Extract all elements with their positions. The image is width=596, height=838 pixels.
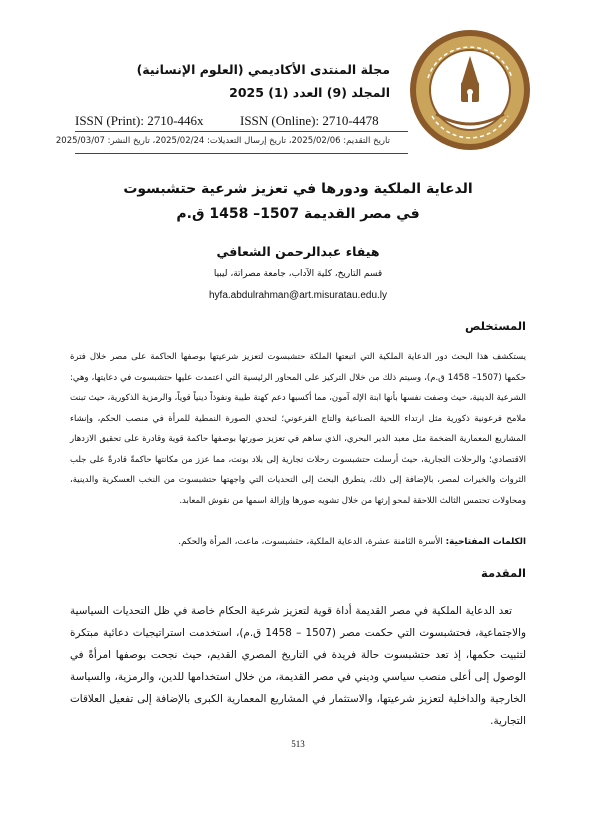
submission-dates: تاريخ التقديم: 2025/02/06، تاريخ إرسال التعديلات: 2025/02/24، تاريخ النشر: 2025/03/07	[55, 136, 390, 146]
issn-online: ISSN (Online): 2710-4478	[240, 113, 379, 128]
author-name: هيفاء عبدالرحمن الشعافي	[216, 244, 380, 259]
volume-issue: المجلد (9) العدد (1) 2025	[229, 85, 390, 100]
author-email[interactable]: hyfa.abdulrahman@art.misuratau.edu.ly	[208, 290, 388, 301]
paper-title-line-1: الدعاية الملكية ودورها في تعزيز شرعية حتشبسوت	[123, 181, 473, 197]
page-number: 513	[291, 739, 305, 749]
header-rule-top	[75, 131, 408, 132]
issn-print: ISSN (Print): 2710-446x	[75, 113, 204, 128]
header-rule-bottom	[75, 153, 408, 154]
introduction-text: تعد الدعاية الملكية في مصر القديمة أداة قوية لتعزيز شرعية الحكام خاصة في ظل التحديات السياسية والاجتماعية، فحتشبسوت التي حكمت مصر (1507 – 1458 ق.م)، استخدمت استراتيجيات دعائية مبتكرة لتثبيت حكمها، إذ تعد حتشبسوت حالة فريدة في التاريخ المصري القديم، حيث نجحت بوصفها امرأةً في الوصول إلى أعلى منصب سياسي وديني في مصر القديمة، من خلال استخدامها للدين، والرمزية، والسياسة الخارجية والداخلية لتعزيز شرعيتها، والاستثمار في المشاريع المعمارية الكبرى بالإضافة إلى تفعيل العلاقات التجارية.	[70, 605, 526, 727]
abstract-heading: المستخلص	[464, 319, 526, 333]
journal-name: مجلة المنتدى الأكاديمي (العلوم الإنسانية)	[136, 62, 390, 77]
author-affiliation: قسم التاريخ، كلية الآداب، جامعة مصراتة، ليبيا	[213, 269, 383, 279]
introduction-heading: المقدمة	[481, 566, 526, 580]
abstract-text: يستكشف هذا البحث دور الدعاية الملكية التي اتبعتها الملكة حتشبسوت لتعزيز شرعيتها بوصفها الحاكمة على مصر خلال فترة حكمها (1507– 1458 ق.م)، وسيتم ذلك من خلال التركيز على المحاور الرئيسية التي اعتمدت عليها حتشبسوت في دعايتها، وهي: الشرعية الدينية، حيث وصفت نفسها بأنها ابنة الإله آمون، مما أكسبها دعم كهنة طيبة ونفوذاً دينياً قوياً، والرمزية الذكورية، حيث تبنت ملامح فرعونية ذكورية مثل ارتداء اللحية الصناعية والتاج الفرعوني؛ لتحدي الصورة النمطية للمرأة في منصب الحكم، وإنشاء المشاريع المعمارية الضخمة مثل معبد الدير البحري، الذي ساهم في تعزيز صورتها بوصفها حاكمة قوية وقادرة على تحقيق الازدهار الاقتصادي؛ والرحلات التجارية، حيث أرسلت حتشبسوت رحلات تجارية إلى بلاد بونت، مما عزز من مكانتها حاكمةً قادرةً على جلب الثروات والخيرات لمصر، بالإضافة إلى ذلك، يتطرق البحث إلى التحديات التي واجهتها حتشبسوت من النخب العسكرية والدينية، ومحاولات تحتمس الثالث اللاحقة لمحو إرثها من خلال تشويه صورها وإزالة اسمها من نقوش المعابد.	[70, 352, 526, 506]
keywords-list: الأسرة الثامنة عشرة، الدعاية الملكية، حتشبسوت، ماعت، المرأة والحكم.	[178, 537, 446, 547]
keywords-label: الكلمات المفتاحية:	[445, 537, 526, 547]
paper-title-line-2: في مصر القديمة 1507– 1458 ق.م	[176, 206, 420, 222]
keywords	[178, 537, 526, 547]
journal-logo	[406, 26, 534, 154]
